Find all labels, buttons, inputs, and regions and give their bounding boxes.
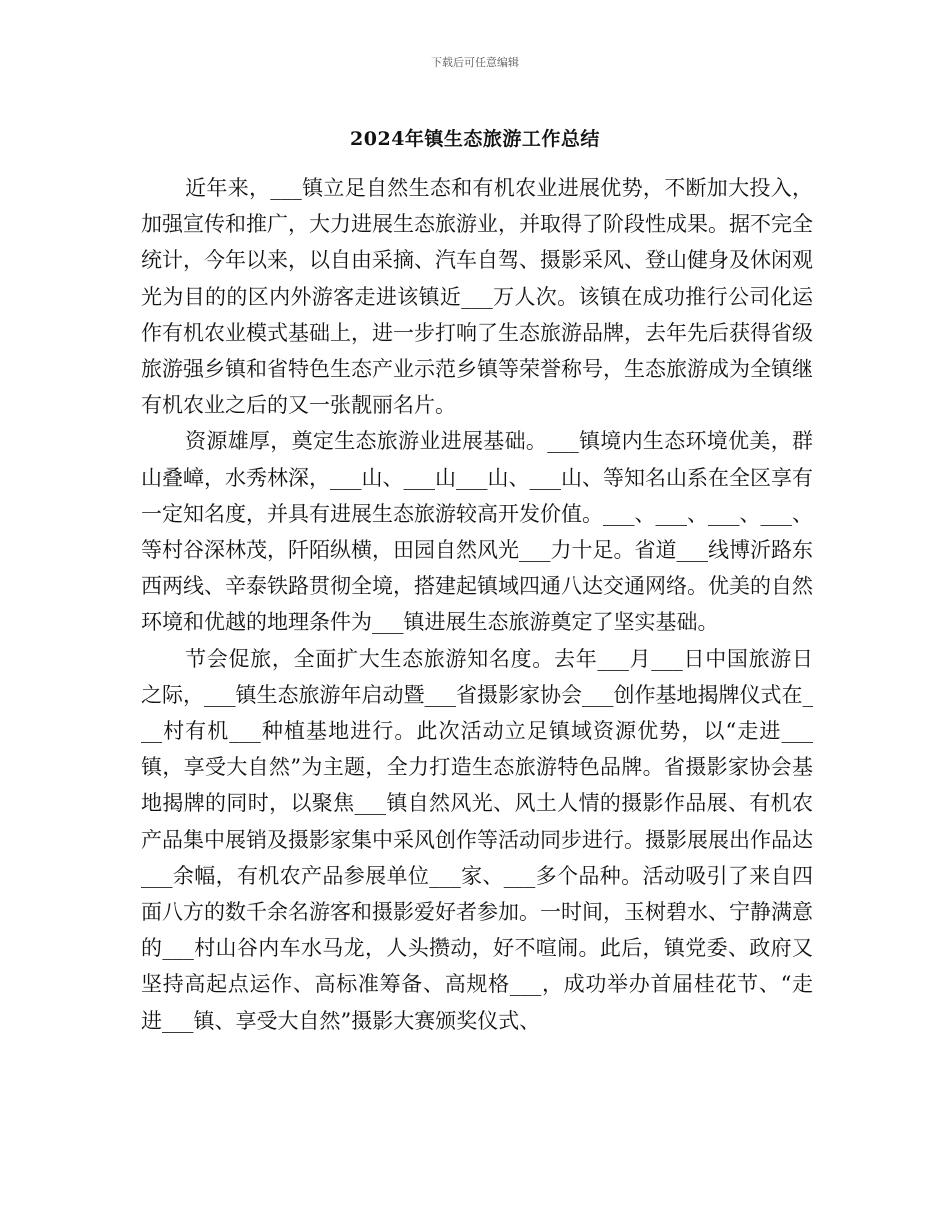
document-body <box>141 170 813 1039</box>
document-title: 2024年镇生态旅游工作总结 <box>350 128 600 150</box>
paragraph-intro: 近年来，___镇立足自然生态和有机农业进展优势，不断加大投入，加强宣传和推广，大力进展生态旅游业，并取得了阶段性成果。据不完全统计，今年以来，以自由采摘、汽车自驾、摄影采风、登山健身及休闲观光为目的的区内外游客走进该镇近___万人次。该镇在成功推行公司化运作有机农业模式基础上，进一步打响了生态旅游品牌，去年先后获得省级旅游强乡镇和省特色生态产业示范乡镇等荣誉称号，生态旅游成为全镇继有机农业之后的又一张靓丽名片。 <box>141 176 813 418</box>
paragraph-festivals: 节会促旅，全面扩大生态旅游知名度。去年___月___日中国旅游日之际，___镇生态旅游年启动暨___省摄影家协会___创作基地揭牌仪式在___村有机___种植基地进行。此次活动立足镇域资源优势，以“走进___镇，享受大自然”为主题，全力打造生态旅游特色品牌。省摄影家协会基地揭牌的同时，以聚焦___镇自然风光、风土人情的摄影作品展、有机农产品集中展销及摄影家集中采风创作等活动同步进行。摄影展展出作品达___余幅，有机农产品参展单位___家、___多个品种。活动吸引了来自四面八方的数千余名游客和摄影爱好者参加。一时间，玉树碧水、宁静满意的___村山谷内车水马龙，人头攒动，好不喧闹。此后，镇党委、政府又坚持高起点运作、高标准筹备、高规格___，成功举办首届桂花节、“走进___镇、享受大自然”摄影大赛颁奖仪式、 <box>141 646 813 1033</box>
page-header-note: 下载后可任意编辑 <box>431 56 519 69</box>
paragraph-resources: 资源雄厚，奠定生态旅游业进展基础。___镇境内生态环境优美，群山叠嶂，水秀林深，___山、___山___山、___山、等知名山系在全区享有一定知名度，并具有进展生态旅游较高开发价值。___、___、___、___、等村谷深林茂，阡陌纵横，田园自然风光___力十足。省道___线博沂路东西两线、辛泰铁路贯彻全境，搭建起镇域四通八达交通网络。优美的自然环境和优越的地理条件为___镇进展生态旅游奠定了坚实基础。 <box>141 429 813 635</box>
